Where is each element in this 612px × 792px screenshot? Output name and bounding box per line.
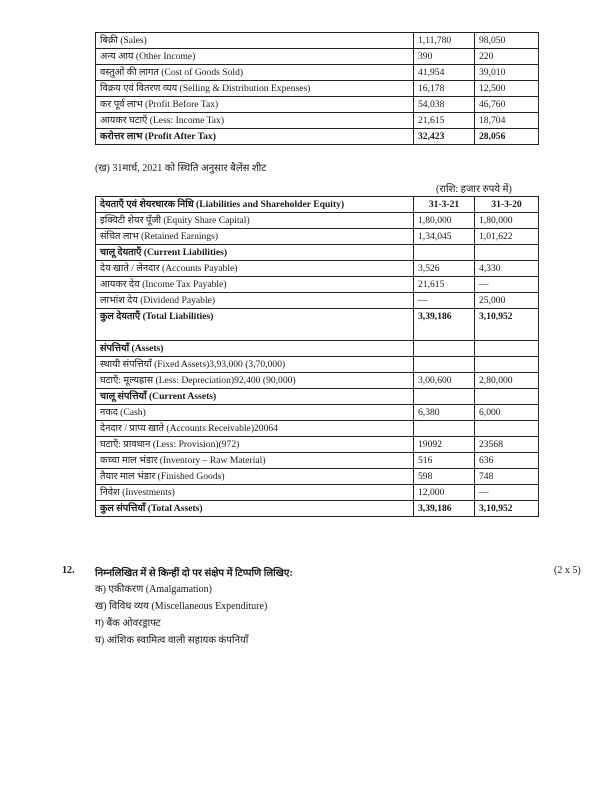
- value-2021: 16,178: [414, 81, 475, 97]
- value-2020: 1,01,622: [475, 229, 539, 245]
- value-2020: [475, 245, 539, 261]
- value-2020: 1,80,000: [475, 213, 539, 229]
- table-row: [96, 229, 539, 245]
- value-2020: 6,000: [475, 405, 539, 421]
- table-row: [96, 293, 539, 309]
- value-2021: 54,038: [414, 97, 475, 113]
- value-2021: [414, 245, 475, 261]
- value-2021: 6,380: [414, 405, 475, 421]
- value-2021: [414, 389, 475, 405]
- value-2020: 748: [475, 469, 539, 485]
- value-2020: 220: [475, 49, 539, 65]
- value-2021: [414, 341, 475, 357]
- header-col-2020: 31-3-20: [475, 197, 539, 213]
- value-2020: 4,330: [475, 261, 539, 277]
- value-2021: 41,954: [414, 65, 475, 81]
- table-row: [96, 485, 539, 501]
- value-2020: 3,10,952: [475, 501, 539, 517]
- table-row: [96, 245, 539, 261]
- value-2020: [475, 341, 539, 357]
- table-row: [96, 113, 539, 129]
- header-label: देयताएँ एवं शेयरधारक निधि (Liabilities and Shareholder Equity): [96, 197, 414, 213]
- value-2021: 21,615: [414, 277, 475, 293]
- table-header-row: [96, 197, 539, 213]
- value-2021: 1,11,780: [414, 33, 475, 49]
- row-label: संपत्तियाँ (Assets): [96, 341, 414, 357]
- row-label: देनदार / प्राप्य खाते (Accounts Receivable)20064: [96, 421, 414, 437]
- value-2020: [475, 389, 539, 405]
- value-2021: 516: [414, 453, 475, 469]
- table-row: [96, 129, 539, 145]
- value-2020: [475, 421, 539, 437]
- table-row: [96, 453, 539, 469]
- table-row: [96, 373, 539, 389]
- value-2020: 39,010: [475, 65, 539, 81]
- value-2021: 598: [414, 469, 475, 485]
- row-label: अन्य आय (Other Income): [96, 49, 414, 65]
- table-row: [96, 421, 539, 437]
- value-2021: 1,80,000: [414, 213, 475, 229]
- option-a: क) एकीकरण (Amalgamation): [95, 584, 212, 595]
- row-label: चालू देयताएँ (Current Liabilities): [96, 245, 414, 261]
- table-row: [96, 341, 539, 357]
- option-c: ग) बैंक ओवरड्राफ्ट: [95, 618, 161, 629]
- row-label: तैयार माल भंडार (Finished Goods): [96, 469, 414, 485]
- table-row: [96, 405, 539, 421]
- row-label: इक्विटी शेयर पूँजी (Equity Share Capital): [96, 213, 414, 229]
- row-label: बिक्री (Sales): [96, 33, 414, 49]
- amount-unit-note: (राशि: हजार रुपये में): [436, 184, 512, 195]
- value-2020: 18,704: [475, 113, 539, 129]
- table-row: [96, 65, 539, 81]
- table-row: [96, 389, 539, 405]
- value-2020: 12,500: [475, 81, 539, 97]
- table-row: [96, 501, 539, 517]
- value-2021: 390: [414, 49, 475, 65]
- table-row: [96, 309, 539, 341]
- header-col-2021: 31-3-21: [414, 197, 475, 213]
- question-options: [95, 581, 267, 649]
- balance-sheet-caption: (ख) 31मार्च, 2021 को स्थिति अनुसार बैलेंस शीट: [95, 163, 267, 174]
- table-row: [96, 437, 539, 453]
- row-label: चालू संपत्तियाँ (Current Assets): [96, 389, 414, 405]
- value-2020: 636: [475, 453, 539, 469]
- value-2020: —: [475, 277, 539, 293]
- row-label: कुल देयताएँ (Total Liabilities): [96, 309, 414, 341]
- value-2021: 12,000: [414, 485, 475, 501]
- table-row: [96, 277, 539, 293]
- row-label: कुल संपत्तियाँ (Total Assets): [96, 501, 414, 517]
- row-label: आयकर घटाएँ (Less: Income Tax): [96, 113, 414, 129]
- value-2021: 3,526: [414, 261, 475, 277]
- row-label: आयकर देय (Income Tax Payable): [96, 277, 414, 293]
- value-2020: 25,000: [475, 293, 539, 309]
- row-label: स्थायी संपत्तियाँ (Fixed Assets)3,93,000 (3,70,000): [96, 357, 414, 373]
- value-2021: 3,00,600: [414, 373, 475, 389]
- income-statement-table: [95, 32, 539, 145]
- row-label: कच्चा माल भंडार (Inventory – Raw Material): [96, 453, 414, 469]
- table-row: [96, 97, 539, 113]
- value-2020: 46,760: [475, 97, 539, 113]
- row-label: संचित लाभ (Retained Earnings): [96, 229, 414, 245]
- value-2021: 21,615: [414, 113, 475, 129]
- value-2020: 3,10,952: [475, 309, 539, 341]
- value-2021: [414, 357, 475, 373]
- row-label: करोत्तर लाभ (Profit After Tax): [96, 129, 414, 145]
- table-row: [96, 469, 539, 485]
- row-label: विक्रय एवं वितरण व्यय (Selling & Distribution Expenses): [96, 81, 414, 97]
- value-2020: 28,056: [475, 129, 539, 145]
- value-2021: [414, 421, 475, 437]
- value-2021: —: [414, 293, 475, 309]
- value-2020: 23568: [475, 437, 539, 453]
- value-2020: [475, 357, 539, 373]
- value-2020: —: [475, 485, 539, 501]
- table-row: [96, 33, 539, 49]
- value-2020: 2,80,000: [475, 373, 539, 389]
- value-2021: 32,423: [414, 129, 475, 145]
- row-label: लाभांश देय (Dividend Payable): [96, 293, 414, 309]
- question-marks: (2 x 5): [554, 565, 581, 576]
- row-label: वस्तुओं की लागत (Cost of Goods Sold): [96, 65, 414, 81]
- table-row: [96, 261, 539, 277]
- row-label: घटाएँ: मूल्यह्रास (Less: Depreciation)92,400 (90,000): [96, 373, 414, 389]
- row-label: कर पूर्व लाभ (Profit Before Tax): [96, 97, 414, 113]
- question-text: निम्नलिखित में से किन्हीं दो पर संक्षेप में टिप्पणि लिखिए:: [95, 568, 293, 579]
- balance-sheet-table: [95, 196, 539, 517]
- value-2021: 3,39,186: [414, 501, 475, 517]
- option-b: ख) विविध व्यय (Miscellaneous Expenditure): [95, 601, 268, 612]
- value-2020: 98,050: [475, 33, 539, 49]
- row-label: निवेश (Investments): [96, 485, 414, 501]
- row-label: नकद (Cash): [96, 405, 414, 421]
- value-2021: 3,39,186: [414, 309, 475, 341]
- table-row: [96, 49, 539, 65]
- question-number: 12.: [62, 565, 75, 576]
- table-row: [96, 357, 539, 373]
- table-row: [96, 213, 539, 229]
- option-d: घ) आंशिक स्वामित्व वाली सहायक कंपनियाँ: [95, 635, 249, 646]
- table-row: [96, 81, 539, 97]
- row-label: घटाएँ: प्रावधान (Less: Provision)(972): [96, 437, 414, 453]
- row-label: देय खाते / लेनदार (Accounts Payable): [96, 261, 414, 277]
- value-2021: 19092: [414, 437, 475, 453]
- value-2021: 1,34,045: [414, 229, 475, 245]
